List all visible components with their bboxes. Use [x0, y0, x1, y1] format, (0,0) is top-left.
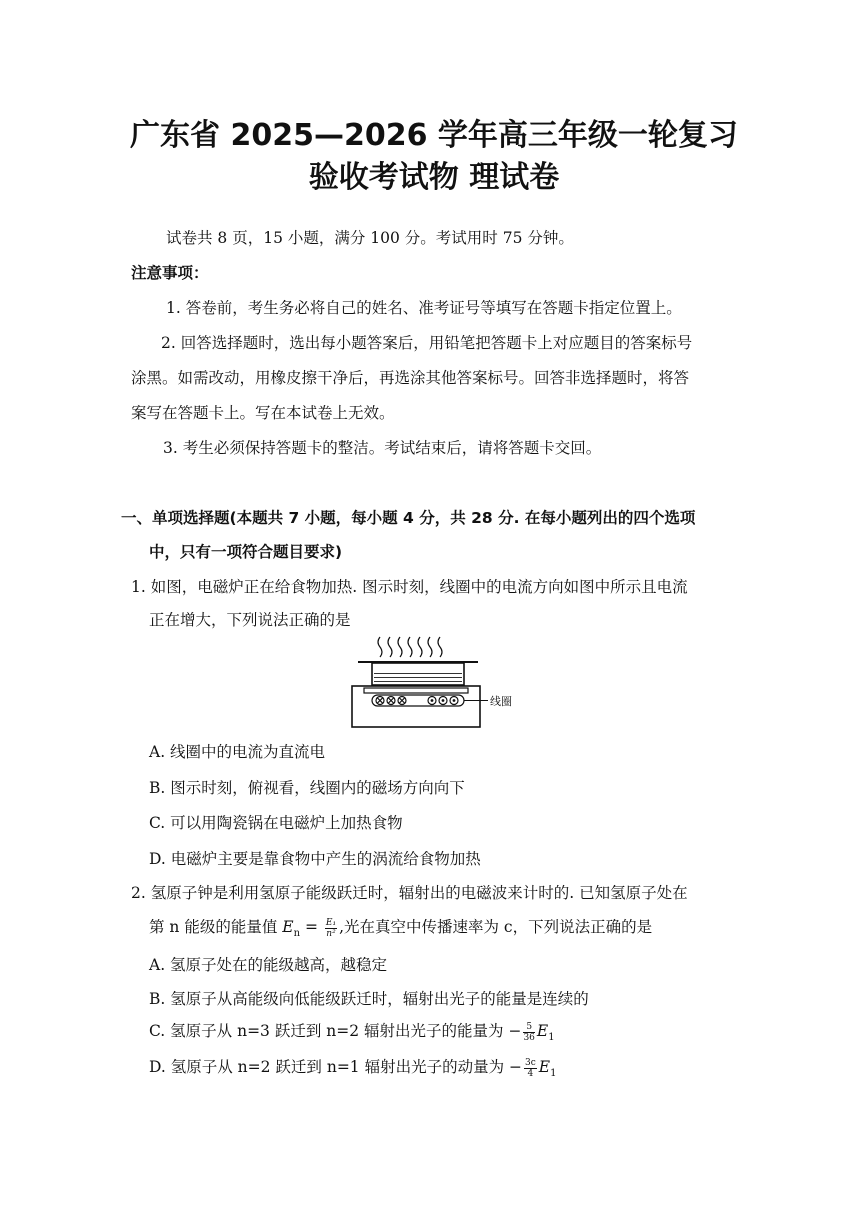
q2-option-d-fraction: [524, 1058, 537, 1079]
q1-stem-line-2: 正在增大，下列说法正确的是: [149, 611, 351, 629]
section1-heading-line-1: 一、单项选择题(本题共 7 小题，每小题 4 分，共 28 分. 在每小题列出的四个选项: [121, 509, 696, 527]
section1-heading-line-2: 中，只有一项符合题目要求): [149, 543, 343, 561]
q2-option-c-text: C. 氢原子从 n=3 跃迁到 n=2 辐射出光子的能量为 −: [149, 1022, 522, 1040]
q2-option-c-variable: E: [536, 1022, 549, 1040]
equals-sign: =: [300, 918, 323, 936]
q2-stem-line-2: [149, 914, 652, 947]
notice-heading: 注意事项：: [131, 264, 209, 282]
exam-title-line2: 验收考试物 理试卷: [308, 160, 560, 195]
coil-label: 线圈: [490, 695, 512, 708]
q2-stem-line-1: 2. 氢原子钟是利用氢原子能级跃迁时，辐射出的电磁波来计时的. 已知氢原子处在: [131, 884, 688, 902]
q2-option-d-text: D. 氢原子从 n=2 跃迁到 n=1 辐射出光子的动量为 −: [149, 1058, 523, 1076]
energy-symbol: E: [282, 918, 294, 936]
energy-fraction: [325, 918, 337, 939]
q1-option-a: A. 线圈中的电流为直流电: [149, 743, 326, 761]
notice-item-2-line-3: 案写在答题卡上。写在本试卷上无效。: [131, 404, 395, 422]
q1-option-c: C. 可以用陶瓷锅在电磁炉上加热食物: [149, 814, 403, 832]
notice-item-1: 1. 答卷前，考生务必将自己的姓名、准考证号等填写在答题卡指定位置上。: [166, 299, 682, 317]
q2-option-c: [149, 1018, 555, 1051]
q2-option-d-variable: E: [538, 1058, 551, 1076]
q2-stem-suffix: ,光在真空中传播速率为 c，下列说法正确的是: [339, 918, 653, 936]
q2-option-d: [149, 1054, 557, 1087]
q1-option-b: B. 图示时刻，俯视看，线圈内的磁场方向向下: [149, 779, 465, 797]
notice-item-3: 3. 考生必须保持答题卡的整洁。考试结束后，请将答题卡交回。: [163, 439, 602, 457]
energy-denominator: n²: [326, 928, 336, 939]
q2-option-d-subscript: 1: [550, 1068, 557, 1080]
q2-option-d-numerator: 3c: [525, 1057, 536, 1068]
q2-option-d-denominator: 4: [527, 1068, 534, 1079]
q2-option-a: A. 氢原子处在的能级越高，越稳定: [149, 956, 388, 974]
energy-numerator: E₁: [325, 917, 337, 928]
q2-option-c-fraction: [523, 1022, 534, 1043]
q1-stem-line-1: 1. 如图，电磁炉正在给食物加热. 图示时刻，线圈中的电流方向如图中所示且电流: [131, 578, 688, 596]
exam-intro: 试卷共 8 页，15 小题，满分 100 分。考试用时 75 分钟。: [166, 229, 574, 247]
q1-option-d: D. 电磁炉主要是靠食物中产生的涡流给食物加热: [149, 850, 481, 868]
notice-item-2-line-2: 涂黑。如需改动，用橡皮擦干净后，再选涂其他答案标号。回答非选择题时，将答: [131, 369, 690, 387]
exam-title-line1: 广东省 2025—2026 学年高三年级一轮复习: [130, 118, 738, 153]
notice-item-2-line-1: 2. 回答选择题时，选出每小题答案后，用铅笔把答题卡上对应题目的答案标号: [161, 334, 693, 352]
q2-option-c-denominator: 36: [523, 1032, 535, 1043]
q2-option-c-subscript: 1: [548, 1032, 555, 1044]
q2-option-b: B. 氢原子从高能级向低能级跃迁时，辐射出光子的能量是连续的: [149, 990, 589, 1008]
q2-stem-prefix: 第 n 能级的能量值: [149, 918, 283, 936]
energy-subscript: n: [293, 928, 301, 940]
q2-option-c-numerator: 5: [523, 1022, 534, 1033]
induction-cooker-diagram: [350, 633, 530, 729]
